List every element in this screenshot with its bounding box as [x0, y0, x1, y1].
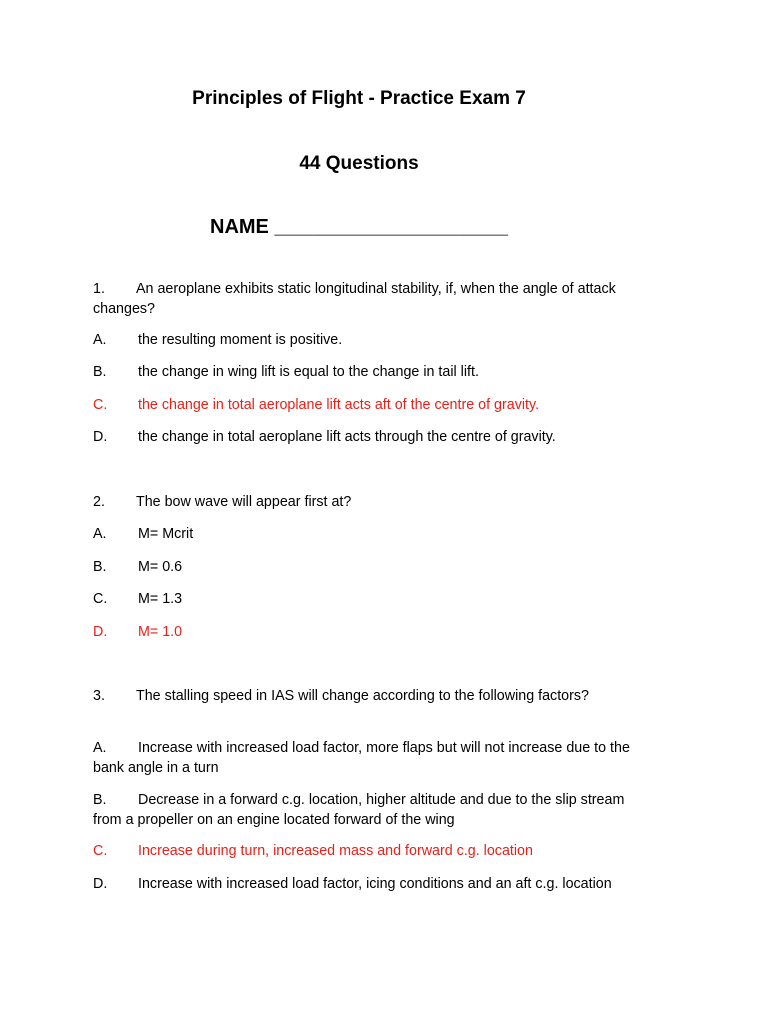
answer-text: M= Mcrit — [138, 526, 194, 542]
answer-1a — [93, 331, 633, 351]
question-number: 1. — [93, 281, 105, 297]
answer-text: M= 1.3 — [138, 591, 183, 607]
answer-2d-correct — [93, 623, 633, 643]
answer-letter: D. — [93, 876, 108, 892]
question-number: 2. — [93, 494, 105, 510]
exam-title: Principles of Flight - Practice Exam 7 — [192, 88, 526, 109]
answer-text: M= 0.6 — [138, 559, 183, 575]
answer-1c-correct — [93, 396, 633, 416]
answer-letter: A. — [93, 740, 107, 756]
question-text: An aeroplane exhibits static longitudinal stability, if, when the angle of attack changes? — [93, 281, 616, 317]
question-1 — [93, 280, 633, 319]
answer-letter: B. — [93, 559, 107, 575]
question-3 — [93, 687, 633, 707]
question-text: The bow wave will appear first at? — [136, 494, 352, 510]
answer-letter: C. — [93, 397, 108, 413]
answer-2b — [93, 558, 633, 578]
question-count: 44 Questions — [299, 153, 419, 174]
name-field-line: NAME _____________________ — [210, 216, 509, 238]
question-number: 3. — [93, 688, 105, 704]
answer-1d — [93, 428, 633, 448]
answer-text: Increase during turn, increased mass and forward c.g. location — [138, 843, 533, 859]
answer-3b — [93, 791, 633, 830]
answer-text: the change in total aeroplane lift acts aft of the centre of gravity. — [138, 397, 540, 413]
answer-letter: B. — [93, 792, 107, 808]
question-2 — [93, 493, 633, 513]
answer-text: Increase with increased load factor, icing conditions and an aft c.g. location — [138, 876, 612, 892]
answer-3d — [93, 875, 633, 895]
answer-1b — [93, 363, 633, 383]
answer-letter: B. — [93, 364, 107, 380]
answer-2a — [93, 525, 633, 545]
answer-3c-correct — [93, 842, 633, 862]
answer-letter: D. — [93, 624, 108, 640]
answer-letter: D. — [93, 429, 108, 445]
answer-letter: A. — [93, 332, 107, 348]
answer-letter: A. — [93, 526, 107, 542]
answer-text: the change in total aeroplane lift acts through the centre of gravity. — [138, 429, 556, 445]
answer-2c — [93, 590, 633, 610]
answer-text: the resulting moment is positive. — [138, 332, 343, 348]
question-text: The stalling speed in IAS will change according to the following factors? — [136, 688, 589, 704]
answer-text: Decrease in a forward c.g. location, higher altitude and due to the slip stream from a propeller on an engine located forward of the wing — [93, 792, 625, 828]
answer-text: Increase with increased load factor, more flaps but will not increase due to the bank angle in a turn — [93, 740, 630, 776]
answer-letter: C. — [93, 843, 108, 859]
answer-text: M= 1.0 — [138, 624, 183, 640]
answer-text: the change in wing lift is equal to the change in tail lift. — [138, 364, 479, 380]
answer-letter: C. — [93, 591, 108, 607]
answer-3a — [93, 739, 633, 778]
